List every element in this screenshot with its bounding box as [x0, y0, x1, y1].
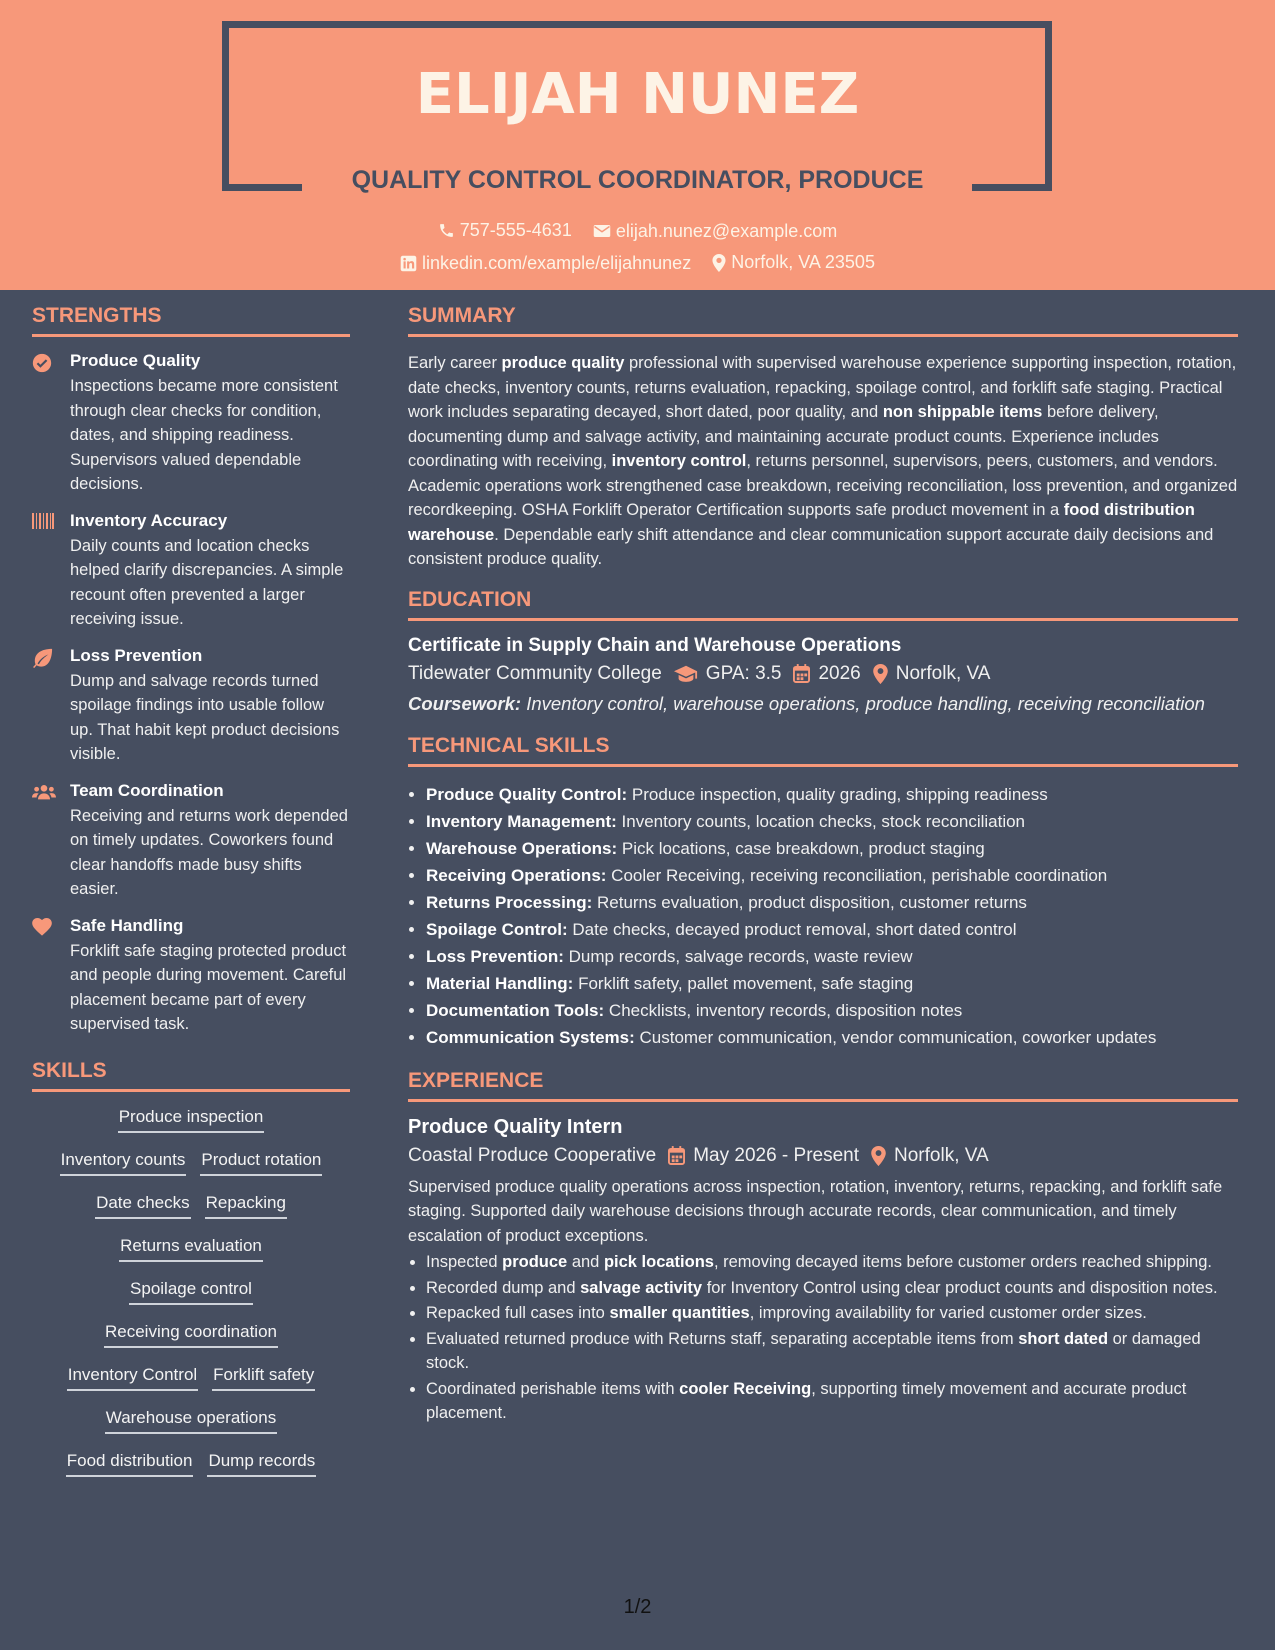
- heart-icon: [32, 918, 52, 936]
- list-item: [426, 781, 1238, 808]
- summary-part: . Dependable early shift attendance and clear communication support accurate daily decisions and consistent produce quality.: [408, 525, 1214, 568]
- skill-chip: Receiving coordination: [104, 1321, 278, 1348]
- skill-chip: Inventory Control: [67, 1364, 198, 1391]
- school-name: Tidewater Community College: [408, 662, 662, 684]
- tech-label: Receiving Operations:: [426, 865, 607, 885]
- bullet-part: or damaged stock.: [426, 1329, 1201, 1372]
- email-text: elijah.nunez@example.com: [615, 220, 838, 241]
- summary-bold: food distribution warehouse: [408, 501, 1195, 544]
- location-contact: [712, 252, 875, 273]
- bullet-bold: short dated: [1018, 1329, 1109, 1348]
- skills-chips: [32, 1106, 350, 1477]
- bullet-part: Repacked full cases into: [426, 1304, 610, 1322]
- list-item: [426, 1301, 1238, 1326]
- tech-value: Checklists, inventory records, disposition notes: [604, 1000, 963, 1020]
- tech-label: Documentation Tools:: [426, 1000, 605, 1020]
- bullet-bold: salvage activity: [580, 1278, 703, 1297]
- bullet-bold: produce: [502, 1253, 568, 1271]
- contact-row-1: [0, 220, 1275, 244]
- list-item: [426, 1327, 1238, 1376]
- summary-bold: non shippable items: [882, 403, 1043, 421]
- tech-label: Communication Systems:: [426, 1027, 635, 1047]
- map-pin-icon: [712, 254, 726, 272]
- strength-desc: Receiving and returns work depended on timely updates. Coworkers found clear handoffs made busy shifts easier.: [70, 806, 348, 898]
- education-meta: [408, 663, 1238, 685]
- experience-dates: May 2026 - Present: [693, 1144, 860, 1166]
- list-item: [426, 916, 1238, 943]
- users-icon: [32, 783, 56, 801]
- job-title: QUALITY CONTROL COORDINATOR, PRODUCE: [351, 166, 924, 194]
- email-contact[interactable]: [593, 221, 837, 242]
- bullet-part: Recorded dump and: [426, 1278, 581, 1297]
- degree-title: Certificate in Supply Chain and Warehouse Operations: [408, 634, 902, 656]
- skills-heading: SKILLS: [32, 1059, 350, 1092]
- strength-desc: Inspections became more consistent through clear checks for condition, dates, and shipping readiness. Supervisors valued dependable decisions.: [70, 377, 338, 493]
- bullet-part: for Inventory Control using clear product counts and disposition notes.: [702, 1278, 1218, 1297]
- tech-value: Produce inspection, quality grading, shipping readiness: [627, 784, 1048, 804]
- bullet-bold: cooler Receiving: [679, 1379, 812, 1398]
- coursework-label: Coursework:: [408, 692, 522, 714]
- tech-value: Cooler Receiving, receiving reconciliation, perishable coordination: [606, 865, 1108, 885]
- strength-title: Produce Quality: [70, 351, 201, 370]
- experience-meta: [408, 1145, 1238, 1167]
- tech-label: Returns Processing:: [426, 892, 593, 912]
- list-item: [426, 1250, 1238, 1275]
- education-heading: EDUCATION: [408, 588, 1238, 621]
- tech-label: Spoilage Control:: [426, 919, 568, 939]
- skill-chip: Warehouse operations: [105, 1407, 277, 1434]
- bullet-part: Inspected: [426, 1253, 503, 1271]
- strength-title: Team Coordination: [70, 780, 224, 800]
- phone-text: 757-555-4631: [459, 220, 572, 240]
- skill-chip: Inventory counts: [60, 1149, 187, 1176]
- list-item: [426, 1276, 1238, 1301]
- tech-label: Produce Quality Control:: [426, 784, 628, 804]
- bullet-part: , removing decayed items before customer orders reached shipping.: [713, 1253, 1212, 1271]
- experience-bullets: [408, 1250, 1238, 1426]
- map-pin-icon: [873, 664, 888, 684]
- skill-chip: Spoilage control: [129, 1278, 253, 1305]
- list-item: [426, 862, 1238, 889]
- experience-location: Norfolk, VA: [894, 1144, 989, 1166]
- skill-chip: Produce inspection: [118, 1106, 265, 1133]
- skill-chip: Date checks: [95, 1192, 191, 1219]
- list-item: [426, 970, 1238, 997]
- experience-heading: EXPERIENCE: [408, 1069, 1238, 1102]
- check-circle-icon: [32, 353, 52, 373]
- summary-part: , returns personnel, supervisors, peers, customers, and vendors. Academic operations work strengthened case breakdown, receiving reconciliation, loss prevention, and organized recordkeeping. OSHA Forklift Operator Certification supports safe product movement in a: [408, 452, 1238, 519]
- left-column: [32, 304, 350, 1493]
- linkedin-contact[interactable]: [400, 253, 691, 274]
- summary-bold: inventory control: [611, 452, 747, 470]
- bullet-part: , supporting timely movement and accurate product placement.: [426, 1379, 1187, 1422]
- experience-role: Produce Quality Intern: [408, 1115, 623, 1138]
- education-location: Norfolk, VA: [895, 662, 991, 684]
- summary-bold: produce quality: [501, 354, 625, 372]
- skill-chip: Dump records: [207, 1450, 316, 1477]
- tech-label: Inventory Management:: [426, 811, 617, 831]
- tech-value: Inventory counts, location checks, stock reconciliation: [616, 811, 1026, 831]
- technical-skills-heading: TECHNICAL SKILLS: [408, 734, 1238, 767]
- envelope-icon: [593, 223, 611, 239]
- summary-heading: SUMMARY: [408, 304, 1238, 337]
- list-item: [426, 943, 1238, 970]
- tech-label: Material Handling:: [426, 973, 574, 993]
- bullet-part: Evaluated returned produce with Returns staff, separating acceptable items from: [426, 1329, 1019, 1348]
- graduation-year: 2026: [818, 662, 861, 684]
- leaf-icon: [32, 648, 54, 668]
- coursework-text: Inventory control, warehouse operations, produce handling, receiving reconciliation: [521, 692, 1205, 714]
- technical-skills-list: [408, 781, 1238, 1051]
- barcode-icon: [32, 513, 54, 529]
- bullet-bold: smaller quantities: [609, 1304, 750, 1322]
- tech-value: Customer communication, vendor communication, coworker updates: [634, 1027, 1157, 1047]
- bullet-part: and: [567, 1253, 604, 1271]
- skill-chip: Food distribution: [66, 1450, 194, 1477]
- graduation-cap-icon: [674, 665, 698, 683]
- skill-chip: Repacking: [205, 1192, 287, 1219]
- skill-chip: Product rotation: [200, 1149, 322, 1176]
- phone-icon: [438, 222, 455, 239]
- tech-value: Forklift safety, pallet movement, safe staging: [573, 973, 914, 993]
- calendar-icon: [668, 1146, 685, 1165]
- skill-chip: Forklift safety: [212, 1364, 315, 1391]
- strength-title: Loss Prevention: [70, 645, 203, 665]
- tech-value: Dump records, salvage records, waste review: [563, 946, 913, 966]
- summary-part: Early career: [408, 354, 502, 372]
- linkedin-icon: [400, 255, 417, 272]
- summary-part: professional with supervised warehouse experience supporting inspection, rotation, date checks, inventory counts, returns evaluation, repacking, spoilage control, and forklift safe staging. Practical work includes separating decayed, short dated, poor quality, and: [408, 354, 1237, 421]
- list-item: [426, 997, 1238, 1024]
- phone-contact[interactable]: [438, 220, 572, 241]
- list-item: [426, 1377, 1238, 1426]
- tech-label: Warehouse Operations:: [426, 838, 618, 858]
- calendar-icon: [793, 664, 810, 683]
- summary-part: before delivery, documenting dump and salvage activity, and maintaining accurate product counts. Experience includes coordinating with receiving,: [408, 403, 1159, 470]
- strengths-heading: STRENGTHS: [32, 304, 350, 337]
- candidate-name: ELIJAH NUNEZ: [415, 62, 860, 127]
- tech-value: Date checks, decayed product removal, short dated control: [567, 919, 1017, 939]
- tech-value: Pick locations, case breakdown, product staging: [617, 838, 985, 858]
- page-number: 1/2: [623, 1596, 652, 1618]
- bullet-part: Coordinated perishable items with: [426, 1379, 680, 1398]
- map-pin-icon: [871, 1146, 886, 1166]
- summary-text: [408, 351, 1238, 572]
- bullet-bold: pick locations: [603, 1253, 714, 1271]
- list-item: [426, 889, 1238, 916]
- right-column: [408, 304, 1238, 1427]
- strength-item: [32, 781, 350, 902]
- experience-description: Supervised produce quality operations across inspection, rotation, inventory, returns, repacking, and forklift safe staging. Supported daily warehouse decisions through accurate records, clear communication, and timely escalation of product exceptions.: [408, 1177, 1223, 1245]
- list-item: [426, 1024, 1238, 1051]
- linkedin-text: linkedin.com/example/elijahnunez: [422, 252, 692, 273]
- list-item: [426, 835, 1238, 862]
- strength-title: Safe Handling: [70, 915, 184, 935]
- tech-value: Returns evaluation, product disposition, customer returns: [592, 892, 1027, 912]
- header-banner: [0, 0, 1275, 290]
- strength-desc: Daily counts and location checks helped clarify discrepancies. A simple recount often prevented a larger receiving issue.: [70, 536, 344, 628]
- company-name: Coastal Produce Cooperative: [408, 1144, 657, 1166]
- coursework: [408, 691, 1238, 716]
- contact-row-2: [0, 252, 1275, 277]
- strength-item: [32, 646, 350, 767]
- strength-item: [32, 916, 350, 1037]
- gpa-text: GPA: 3.5: [705, 662, 782, 684]
- strength-item: [32, 511, 350, 632]
- strength-desc: Dump and salvage records turned spoilage findings into usable follow up. That habit kept product decisions visible.: [70, 671, 340, 763]
- bullet-part: , improving availability for varied customer order sizes.: [749, 1304, 1147, 1322]
- tech-label: Loss Prevention:: [426, 946, 564, 966]
- strength-title: Inventory Accuracy: [70, 510, 228, 530]
- strength-item: [32, 351, 350, 497]
- list-item: [426, 808, 1238, 835]
- location-text: Norfolk, VA 23505: [731, 252, 875, 272]
- strength-desc: Forklift safe staging protected product and people during movement. Careful placement became part of every supervised task.: [70, 941, 347, 1033]
- skill-chip: Returns evaluation: [119, 1235, 263, 1262]
